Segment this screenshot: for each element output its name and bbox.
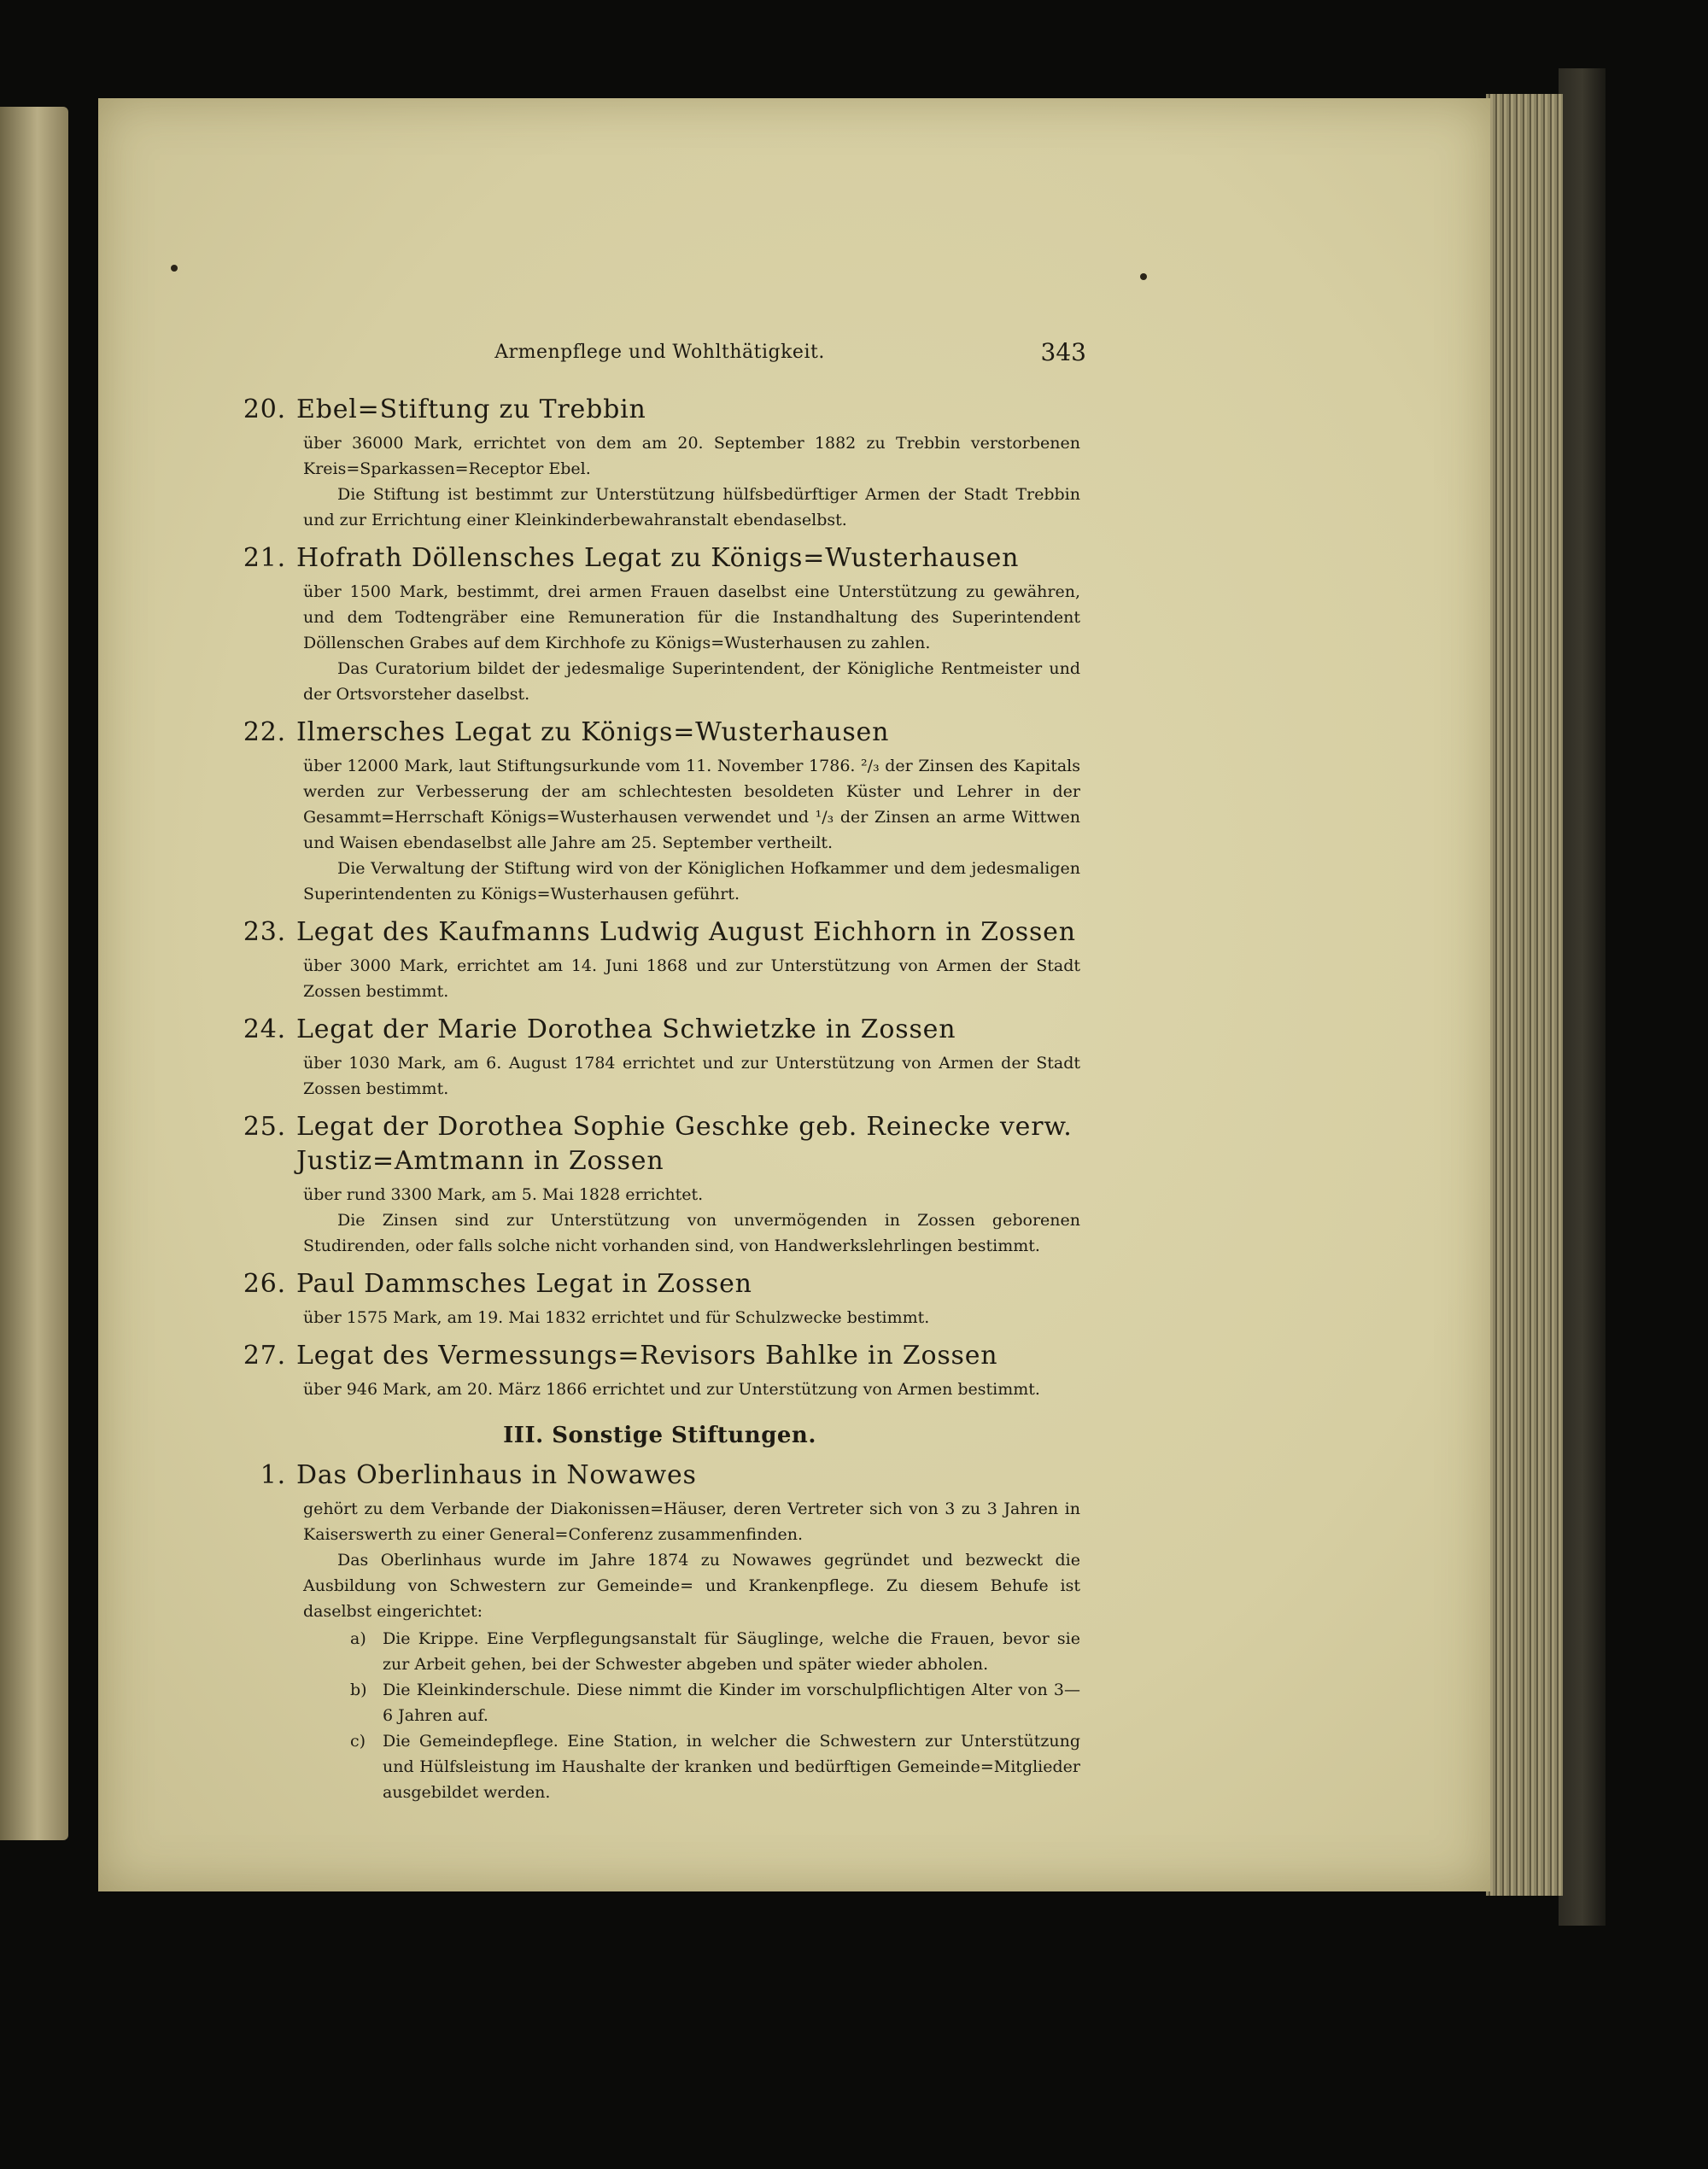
sub-item-text: Die Krippe. Eine Verpflegungsanstalt für Säuglinge, welche die Frauen, bevor sie zur Arbeit gehen, bei der Schwester abgeben und später wieder abholen. bbox=[383, 1629, 1080, 1674]
entry-title: Ebel=Stiftung zu Trebbin bbox=[296, 395, 646, 424]
entry-title: Ilmersches Legat zu Königs=Wusterhausen bbox=[296, 717, 890, 747]
entry-number: 25. bbox=[243, 1112, 286, 1142]
entry-paragraph: über 1030 Mark, am 6. August 1784 errichtet und zur Unterstützung von Armen der Stadt Zossen bestimmt. bbox=[303, 1054, 1080, 1098]
entry-paragraph: über 1575 Mark, am 19. Mai 1832 errichtet und für Schulzwecke bestimmt. bbox=[303, 1308, 930, 1327]
entry-paragraph: über 36000 Mark, errichtet von dem am 20. September 1882 zu Trebbin verstorbenen Kreis=Sparkassen=Receptor Ebel. bbox=[303, 434, 1080, 478]
sub-item bbox=[350, 1677, 1080, 1728]
entry-body bbox=[303, 1050, 1080, 1102]
entry-body bbox=[303, 1182, 1080, 1259]
entry-heading bbox=[239, 1339, 1080, 1373]
page-edges bbox=[1486, 94, 1563, 1896]
entry-title: Hofrath Döllensches Legat zu Königs=Wusterhausen bbox=[296, 543, 1020, 573]
entry-heading bbox=[239, 1110, 1080, 1178]
entry-body bbox=[303, 953, 1080, 1004]
entry-paragraph: Die Zinsen sind zur Unterstützung von unvermögenden in Zossen geborenen Studirenden, oder falls solche nicht vorhanden sind, von Handwerkslehrlingen bestimmt. bbox=[303, 1211, 1080, 1255]
ink-speck bbox=[1140, 273, 1147, 280]
entry-heading bbox=[239, 716, 1080, 750]
entry-paragraph: Das Oberlinhaus wurde im Jahre 1874 zu Nowawes gegründet und bezweckt die Ausbildung von Schwestern zur Gemeinde= und Krankenpflege. Zu diesem Behufe ist daselbst eingerichtet: bbox=[303, 1551, 1080, 1621]
sub-item-label: c) bbox=[350, 1732, 366, 1751]
entry-26 bbox=[239, 1267, 1080, 1330]
sub-item-text: Die Gemeindepflege. Eine Station, in welcher die Schwestern zur Unterstützung und Hülfsleistung im Haushalte der kranken und bedürftigen Gemeinde=Mitglieder ausgebildet werden. bbox=[383, 1732, 1080, 1802]
sub-item bbox=[350, 1728, 1080, 1805]
entry-number: 21. bbox=[243, 543, 286, 573]
entry-number: 22. bbox=[243, 717, 286, 747]
entry-title: Paul Dammsches Legat in Zossen bbox=[296, 1269, 752, 1299]
entry-number: 24. bbox=[243, 1014, 286, 1044]
book-cover bbox=[1559, 68, 1606, 1926]
entry-number: 27. bbox=[243, 1341, 286, 1371]
sub-item-label: b) bbox=[350, 1681, 367, 1699]
entry-title: Legat der Dorothea Sophie Geschke geb. Reinecke verw. Justiz=Amtmann in Zossen bbox=[296, 1112, 1073, 1176]
entry-24 bbox=[239, 1013, 1080, 1102]
section-title: III. Sonstige Stiftungen. bbox=[503, 1423, 816, 1448]
section-entry-1 bbox=[239, 1459, 1080, 1805]
entry-number: 20. bbox=[243, 395, 286, 424]
entry-heading bbox=[239, 915, 1080, 950]
sub-item bbox=[350, 1626, 1080, 1677]
entry-heading bbox=[239, 1267, 1080, 1301]
entry-number: 26. bbox=[243, 1269, 286, 1299]
entry-heading bbox=[239, 393, 1080, 427]
entry-23 bbox=[239, 915, 1080, 1004]
entry-paragraph: über 3000 Mark, errichtet am 14. Juni 1868 und zur Unterstützung von Armen der Stadt Zossen bestimmt. bbox=[303, 956, 1080, 1001]
entry-27 bbox=[239, 1339, 1080, 1402]
entry-paragraph: über 12000 Mark, laut Stiftungsurkunde vom 11. November 1786. ²/₃ der Zinsen des Kapitals werden zur Verbesserung der am schlechtesten besoldeten Küster und Lehrer in der Gesammt=Herrschaft Königs=Wusterhausen verwendet und ¹/₃ der Zinsen an arme Wittwen und Waisen ebendaselbst alle Jahre am 25. September vertheilt. bbox=[303, 757, 1080, 852]
sub-item-text: Die Kleinkinderschule. Diese nimmt die Kinder im vorschulpflichtigen Alter von 3—6 Jahren auf. bbox=[383, 1681, 1080, 1725]
entry-body bbox=[303, 1496, 1080, 1805]
entry-number: 23. bbox=[243, 917, 286, 947]
entry-body bbox=[303, 430, 1080, 533]
page-content bbox=[239, 338, 1086, 1805]
entry-paragraph: über 946 Mark, am 20. März 1866 errichtet und zur Unterstützung von Armen bestimmt. bbox=[303, 1380, 1040, 1399]
entry-21 bbox=[239, 541, 1080, 707]
entry-20 bbox=[239, 393, 1080, 533]
sub-item-label: a) bbox=[350, 1629, 366, 1648]
entry-body bbox=[303, 753, 1080, 907]
entry-paragraph: Das Curatorium bildet der jedesmalige Superintendent, der Königliche Rentmeister und der Ortsvorsteher daselbst. bbox=[303, 659, 1080, 704]
entry-number: 1. bbox=[260, 1460, 286, 1490]
entry-body bbox=[303, 579, 1080, 707]
running-title: Armenpflege und Wohlthätigkeit. bbox=[494, 342, 825, 363]
entry-heading bbox=[239, 541, 1080, 576]
entry-22 bbox=[239, 716, 1080, 907]
entry-title: Das Oberlinhaus in Nowawes bbox=[296, 1460, 697, 1490]
entry-paragraph: Die Verwaltung der Stiftung wird von der Königlichen Hofkammer und dem jedesmaligen Superintendenten zu Königs=Wusterhausen geführt. bbox=[303, 859, 1080, 903]
entry-title: Legat der Marie Dorothea Schwietzke in Zossen bbox=[296, 1014, 956, 1044]
entry-heading bbox=[239, 1459, 1080, 1493]
sub-list bbox=[350, 1626, 1080, 1805]
left-page-edge bbox=[0, 107, 68, 1840]
entry-paragraph: über 1500 Mark, bestimmt, drei armen Frauen daselbst eine Unterstützung zu gewähren, und dem Todtengräber eine Remuneration für die Instandhaltung des Superintendent Döllenschen Grabes auf dem Kirchhofe zu Königs=Wusterhausen zu zahlen. bbox=[303, 582, 1080, 652]
entry-heading bbox=[239, 1013, 1080, 1047]
running-head bbox=[239, 338, 1086, 384]
entry-paragraph: über rund 3300 Mark, am 5. Mai 1828 errichtet. bbox=[303, 1185, 704, 1204]
entry-body bbox=[303, 1377, 1080, 1402]
entry-paragraph: gehört zu dem Verbande der Diakonissen=Häuser, deren Vertreter sich von 3 zu 3 Jahren in Kaiserswerth zu einer General=Conferenz zusammenfinden. bbox=[303, 1500, 1080, 1544]
entry-25 bbox=[239, 1110, 1080, 1259]
entry-title: Legat des Vermessungs=Revisors Bahlke in Zossen bbox=[296, 1341, 998, 1371]
ink-speck bbox=[171, 265, 178, 272]
page-number: 343 bbox=[1040, 338, 1086, 366]
entry-title: Legat des Kaufmanns Ludwig August Eichhorn in Zossen bbox=[296, 917, 1076, 947]
entry-body bbox=[303, 1305, 1080, 1330]
entry-paragraph: Die Stiftung ist bestimmt zur Unterstützung hülfsbedürftiger Armen der Stadt Trebbin und zur Errichtung einer Kleinkinderbewahranstalt ebendaselbst. bbox=[303, 485, 1080, 529]
